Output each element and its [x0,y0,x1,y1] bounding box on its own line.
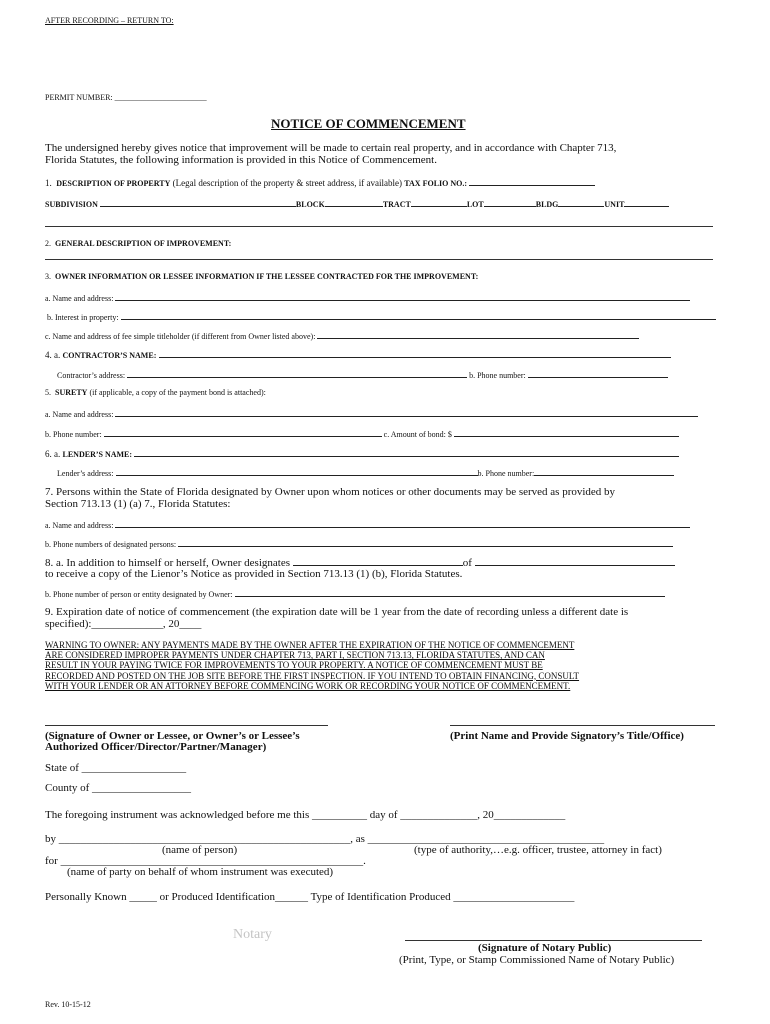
section-1-parcel-row [45,198,669,209]
acknowledged-row: The foregoing instrument was acknowledged before me this __________ day of ______________, 20_____________ [45,809,566,821]
identification-row: Personally Known _____ or Produced Identification______ Type of Identification Produced ______________________ [45,891,575,903]
name-of-person-caption: (name of person) [162,844,238,856]
designates-of-label: of [462,557,472,569]
revision-label: Rev. 10-15-12 [45,1000,91,1009]
surety-name-address-row [45,408,698,419]
unit-label: UNIT [604,200,625,209]
section-4-a: a. [54,350,61,360]
lender-phone-field[interactable] [534,467,674,476]
section-2-heading [45,240,231,248]
designee-name-address-field[interactable] [115,519,690,528]
bond-amount-field[interactable] [454,428,679,437]
section-5-number: 5. [45,388,51,397]
section-7-line-1: 7. Persons within the State of Florida designated by Owner upon whom notices or other documents may be served as provided by [45,486,616,498]
designated-person-phone-label: b. Phone number of person or entity designated by Owner: [45,590,233,599]
owner-signature-label-2: Authorized Officer/Director/Partner/Manager) [45,741,267,753]
titleholder-row [45,330,639,341]
lender-name-label: LENDER’S NAME: [62,450,133,459]
section-4-heading [45,349,671,360]
section-9-line-1: 9. Expiration date of notice of commencement (the expiration date will be 1 year from the date of recording unless a different date is [45,606,629,618]
notary-watermark: Notary [233,927,272,942]
designated-person-phone-field[interactable] [235,588,665,597]
lender-address-row [57,467,674,478]
notary-signature-line[interactable] [405,940,702,941]
print-name-line[interactable] [450,725,715,726]
on-behalf-caption: (name of party on behalf of whom instrument was executed) [67,866,334,878]
designated-person-phone-row [45,588,665,599]
owner-designates-field[interactable] [293,557,463,566]
bldg-field[interactable] [558,198,604,207]
warning-line: ARE CONSIDERED IMPROPER PAYMENTS UNDER CHAPTER 713, PART I, SECTION 713.13, FLORIDA STATUTES, AND CAN [45,650,545,661]
unit-field[interactable] [624,198,669,207]
contractor-address-row [57,369,668,380]
interest-in-property-label: b. Interest in property: [47,313,119,322]
description-of-property-note: (Legal description of the property & street address, if available) [172,178,403,188]
lender-address-label: Lender’s address: [57,469,114,478]
owner-signature-label-1: (Signature of Owner or Lessee, or Owner’s or Lessee’s [45,730,300,742]
owner-designates-label: 8. a. In addition to himself or herself, Owner designates [45,557,290,569]
designee-name-address-row [45,519,690,530]
interest-in-property-row [47,311,716,322]
bond-amount-label: c. Amount of bond: $ [383,430,452,439]
by-row: by _____________________________________________________, as ___________________________________________ [45,833,605,845]
tax-folio-field[interactable] [469,177,595,186]
section-2-number: 2. [45,239,51,248]
section-3-number: 3. [45,272,51,281]
description-of-property-label: DESCRIPTION OF PROPERTY [56,179,171,188]
block-label: BLOCK [295,200,325,209]
section-6-number: 6. a. [45,449,61,459]
print-name-label: (Print Name and Provide Signatory’s Title/Office) [450,730,684,742]
surety-name-address-field[interactable] [115,408,698,417]
surety-phone-label: b. Phone number: [45,430,102,439]
lender-name-field[interactable] [134,448,679,457]
lot-label: LOT [466,200,484,209]
page-title: NOTICE OF COMMENCEMENT [271,116,466,131]
improvement-description-line[interactable] [45,259,713,260]
contractor-phone-label: b. Phone number: [469,371,526,380]
tract-field[interactable] [411,198,467,207]
surety-label: SURETY [55,388,88,397]
contractor-address-field[interactable] [127,369,467,378]
designee-phone-row [45,538,673,549]
warning-line: RECORDED AND POSTED ON THE JOB SITE BEFORE THE FIRST INSPECTION. IF YOU INTEND TO OBTAIN FINANCING, CONSULT [45,670,580,681]
section-4-number: 4. [45,350,52,360]
titleholder-field[interactable] [317,330,639,339]
contractor-name-field[interactable] [159,349,671,358]
section-1-heading [45,177,595,188]
surety-phone-field[interactable] [104,428,382,437]
after-recording-label: AFTER RECORDING – RETURN TO: [45,16,174,25]
contractor-address-label: Contractor’s address: [57,371,126,380]
interest-in-property-field[interactable] [121,311,716,320]
permit-number-label: PERMIT NUMBER: _______________________ [45,93,207,102]
type-of-authority-caption: (type of authority,…e.g. officer, trustee, attorney in fact) [414,844,662,856]
section-8-line-2: to receive a copy of the Lienor’s Notice as provided in Section 713.13 (1) (b), Florida Statutes. [45,568,463,580]
block-field[interactable] [325,198,383,207]
titleholder-label: c. Name and address of fee simple titleholder (if different from Owner listed above): [45,332,316,341]
lender-phone-label: b. Phone number: [477,469,535,478]
notary-print-name-label: (Print, Type, or Stamp Commissioned Name of Notary Public) [399,954,675,966]
warning-line: WARNING TO OWNER: ANY PAYMENTS MADE BY THE OWNER AFTER THE EXPIRATION OF THE NOTICE OF COMMENCEMENT [45,640,575,650]
tract-label: TRACT [382,200,411,209]
contractor-phone-field[interactable] [528,369,668,378]
subdivision-label: SUBDIVISION [45,200,98,209]
contractor-name-label: CONTRACTOR’S NAME: [62,351,157,360]
lot-field[interactable] [484,198,536,207]
lender-address-field[interactable] [116,467,478,476]
notary-signature-label: (Signature of Notary Public) [478,942,612,954]
intro-line-1: The undersigned hereby gives notice that improvement will be made to certain real property, and in accordance with Chapter 713, [45,142,617,154]
designee-name-address-label: a. Name and address: [45,521,114,530]
county-of-row: County of __________________ [45,782,192,794]
section-7-line-2: Section 713.13 (1) (a) 7., Florida Statutes: [45,498,231,510]
intro-line-2: Florida Statutes, the following information is provided in this Notice of Commencement. [45,154,437,166]
warning-line: RESULT IN YOUR PAYING TWICE FOR IMPROVEMENTS TO YOUR PROPERTY. A NOTICE OF COMMENCEMENT MUST BE [45,660,543,671]
owner-information-label: OWNER INFORMATION OR LESSEE INFORMATION IF THE LESSEE CONTRACTED FOR THE IMPROVEMENT: [55,272,479,281]
improvement-description-label: GENERAL DESCRIPTION OF IMPROVEMENT: [55,239,232,248]
section-1-number: 1. [45,178,52,188]
owner-name-address-row [45,292,690,303]
designates-of-field[interactable] [475,557,675,566]
section-3-heading [45,273,478,281]
tax-folio-label: TAX FOLIO NO.: [404,179,468,188]
warning-line: WITH YOUR LENDER OR AN ATTORNEY BEFORE COMMENCING WORK OR RECORDING YOUR NOTICE OF COMMENCEMENT. [45,680,571,691]
surety-note: (if applicable, a copy of the payment bond is attached): [89,388,266,397]
owner-signature-line[interactable] [45,725,328,726]
surety-phone-row [45,428,679,439]
warning-to-owner [45,640,725,691]
owner-name-address-field[interactable] [115,292,690,301]
section-6-heading [45,448,679,459]
designee-phone-field[interactable] [178,538,673,547]
surety-name-address-label: a. Name and address: [45,410,114,419]
owner-name-address-label: a. Name and address: [45,294,114,303]
bldg-label: BLDG [535,200,559,209]
property-description-line[interactable] [45,226,713,227]
section-9-line-2: specified):_____________, 20____ [45,618,202,630]
designee-phone-label: b. Phone numbers of designated persons: [45,540,177,549]
section-5-heading [45,389,266,397]
subdivision-field[interactable] [100,198,296,207]
state-of-row: State of ___________________ [45,762,187,774]
for-row: for _______________________________________________________. [45,855,366,867]
